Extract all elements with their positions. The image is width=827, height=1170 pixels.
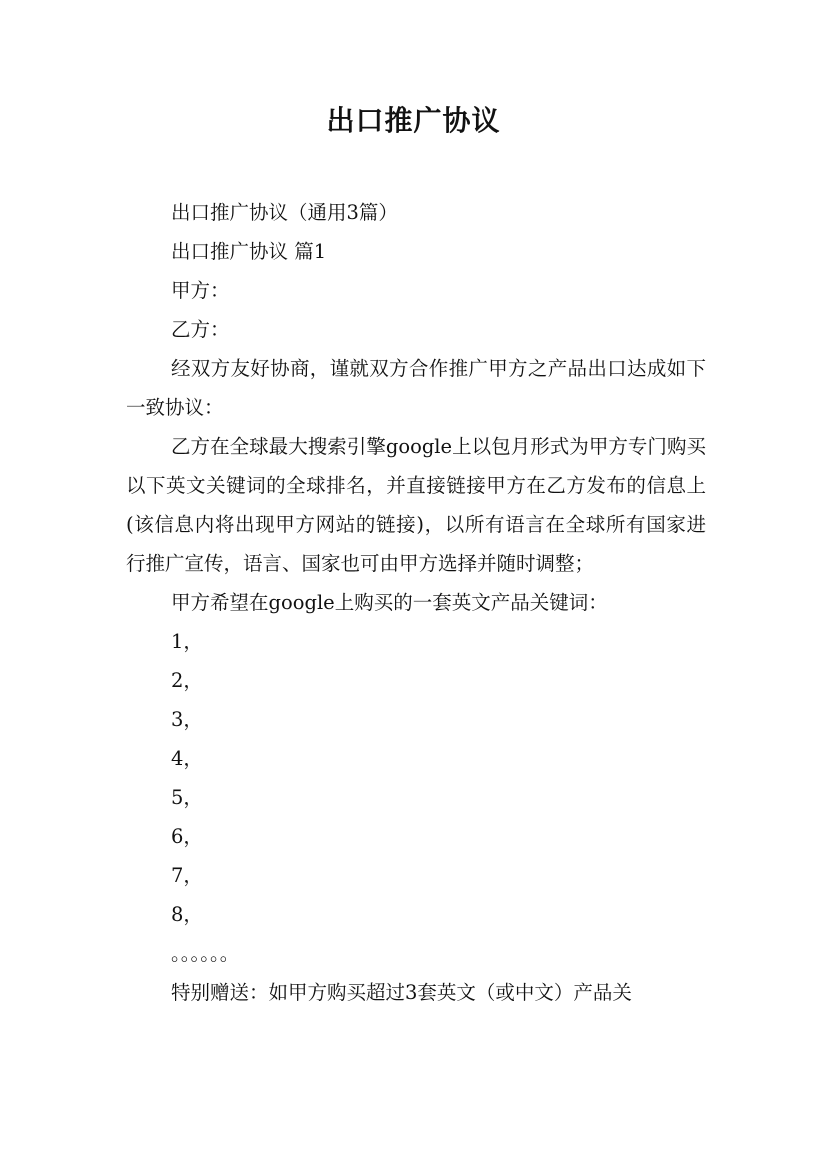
paragraph-preamble: 经双方友好协商，谨就双方合作推广甲方之产品出口达成如下一致协议： <box>126 357 706 419</box>
list-item: 6， <box>171 825 203 848</box>
paragraph-keywords-intro: 甲方希望在google上购买的一套英文产品关键词： <box>171 591 608 614</box>
document-body <box>126 193 706 1012</box>
ellipsis-line: 。。。。。。 <box>171 942 240 965</box>
list-item: 8， <box>171 903 203 926</box>
list-item: 3， <box>171 708 203 731</box>
paragraph-subtitle: 出口推广协议（通用3篇） <box>171 201 398 224</box>
paragraph-party-a: 甲方： <box>171 279 230 302</box>
list-item: 2， <box>171 669 203 692</box>
list-item: 7， <box>171 864 203 887</box>
list-item: 5， <box>171 786 203 809</box>
paragraph-service-terms: 乙方在全球最大搜索引擎google上以包月形式为甲方专门购买以下英文关键词的全球排名，并直接链接甲方在乙方发布的信息上(该信息内将出现甲方网站的链接)，以所有语言在全球所有国家进行推广宣传，语言、国家也可由甲方选择并随时调整； <box>126 435 706 575</box>
paragraph-section-heading: 出口推广协议 篇1 <box>171 240 327 263</box>
document-title: 出口推广协议 <box>326 104 501 137</box>
paragraph-party-b: 乙方： <box>171 318 230 341</box>
paragraph-special-gift: 特别赠送：如甲方购买超过3套英文（或中文）产品关 <box>171 981 632 1004</box>
list-item: 4， <box>171 747 203 770</box>
list-item: 1， <box>171 630 203 653</box>
